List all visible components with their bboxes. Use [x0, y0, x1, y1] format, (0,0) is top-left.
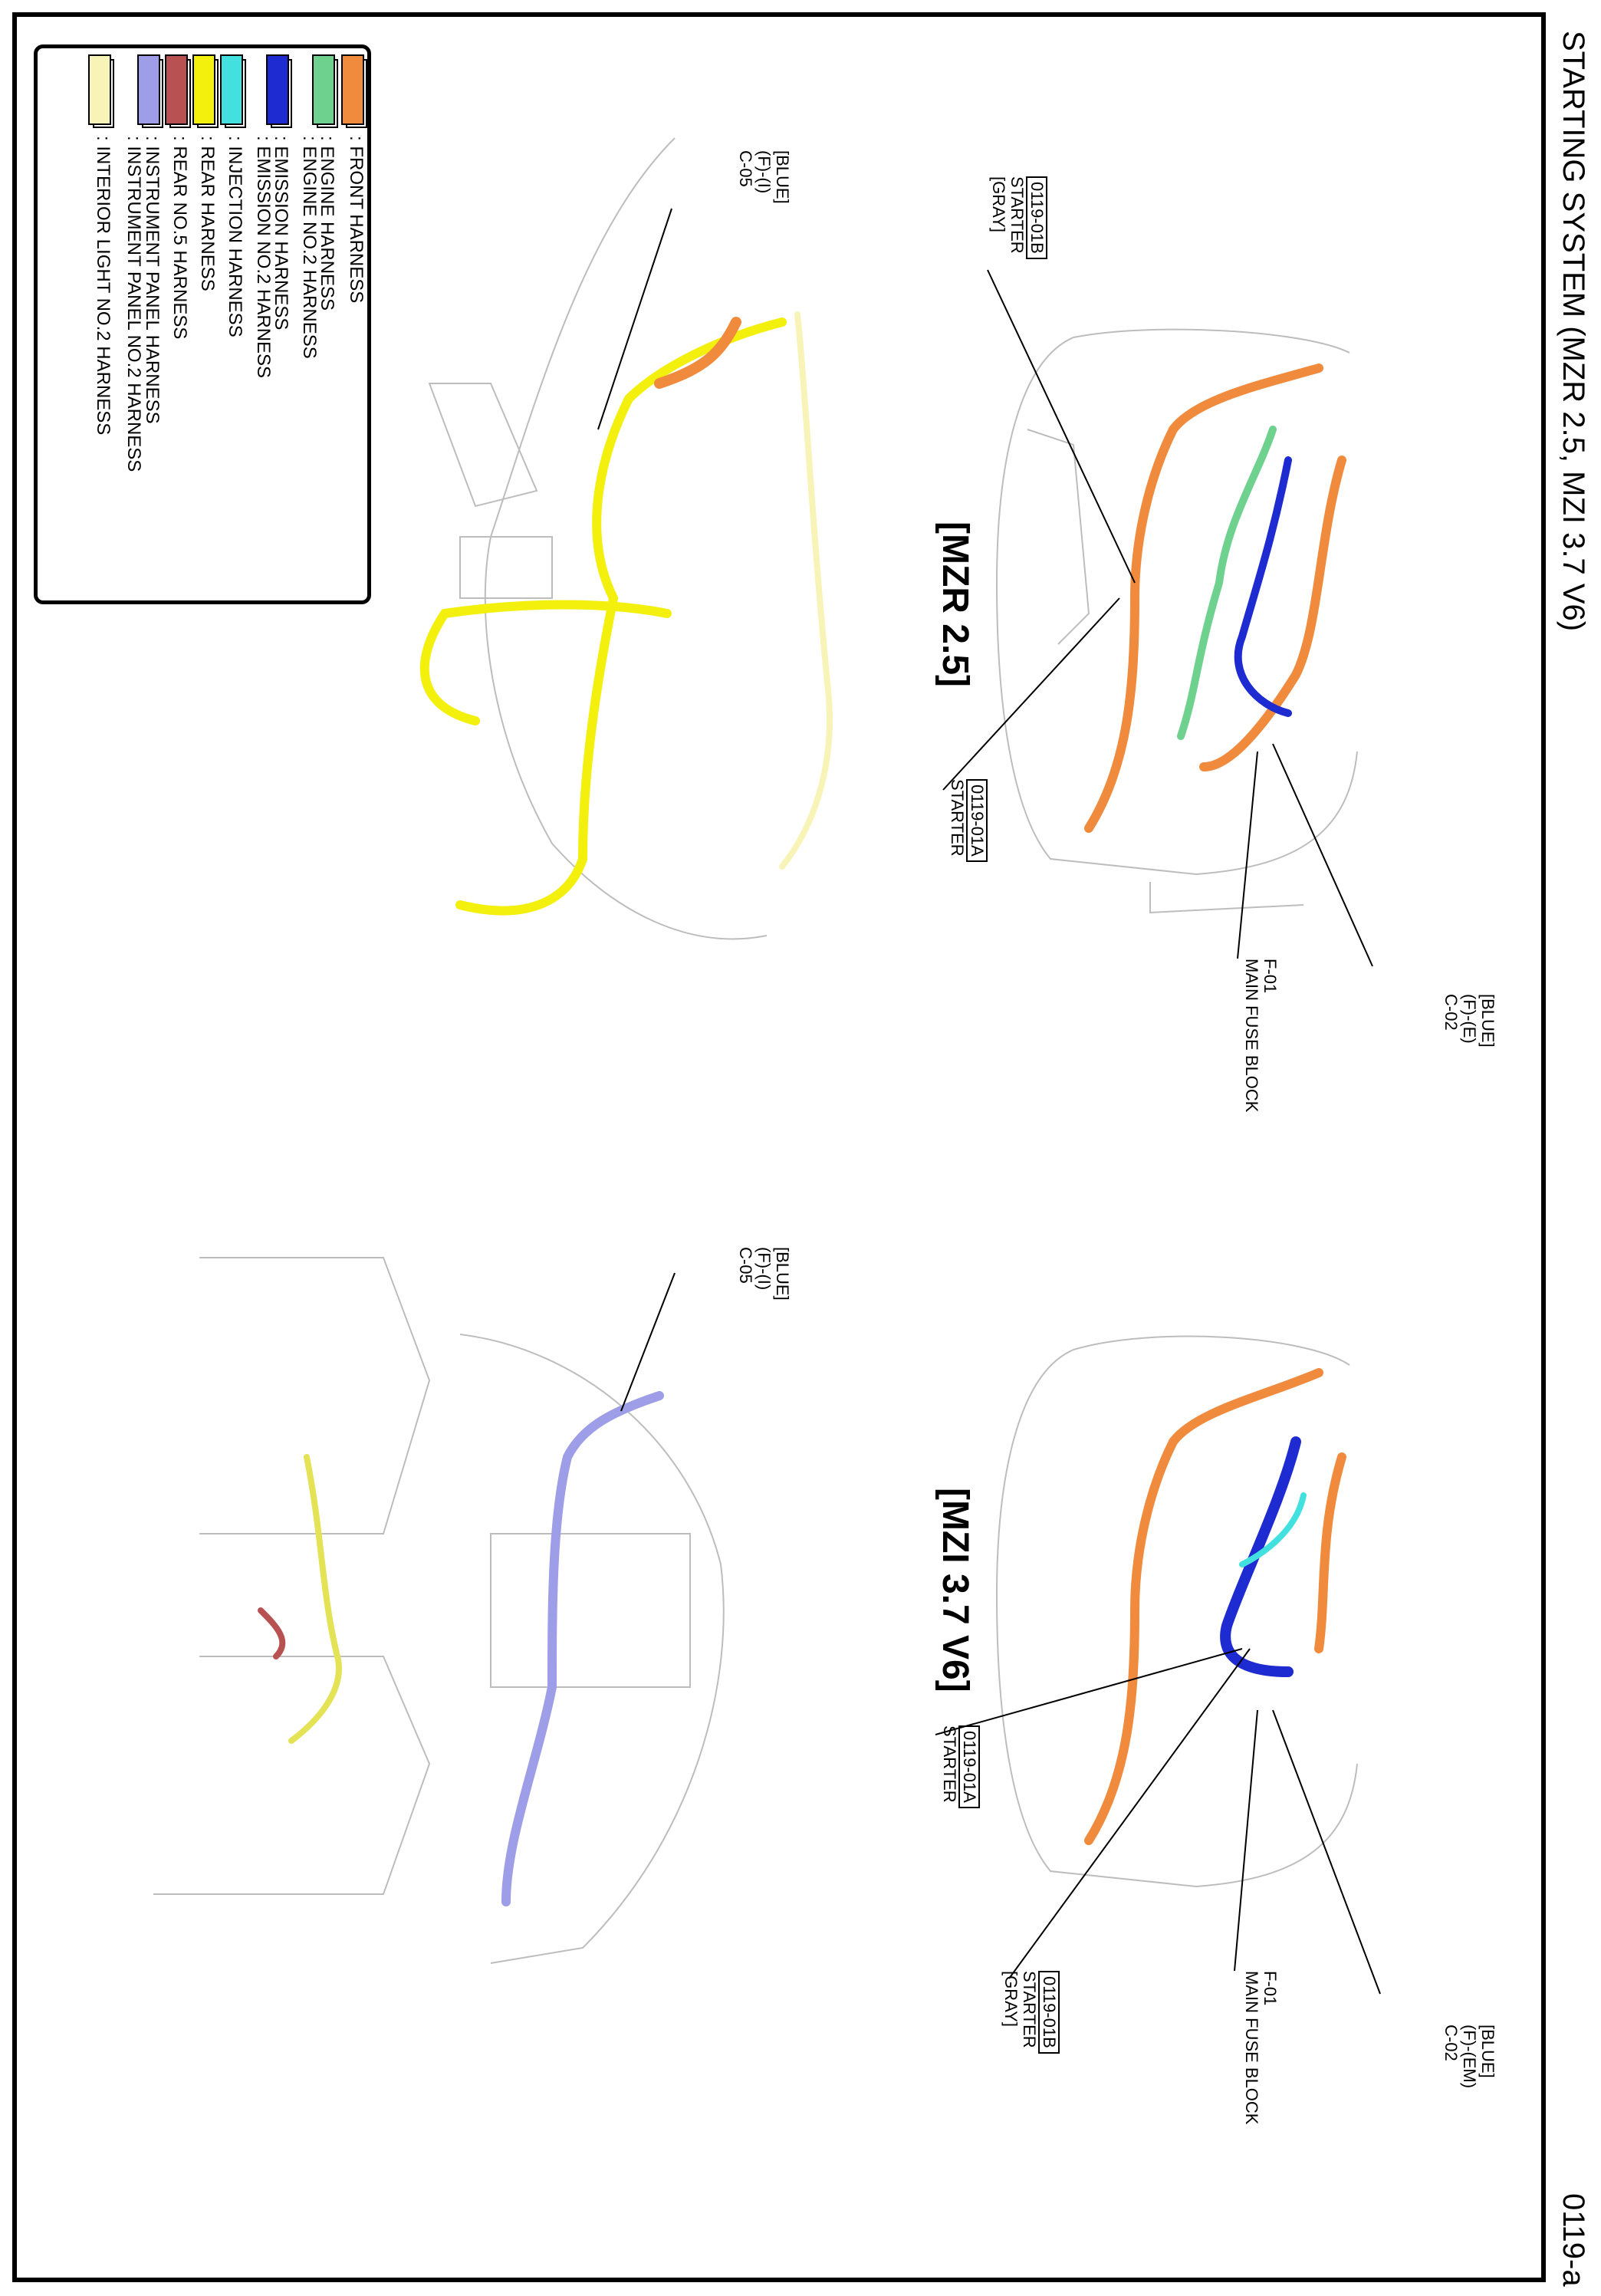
legend-label: : FRONT HARNESS — [346, 136, 367, 304]
legend-label: : REAR HARNESS — [197, 136, 218, 291]
mzr-front-harness — [1089, 368, 1319, 828]
legend-label: : INTERIOR LIGHT NO.2 HARNESS — [93, 136, 113, 436]
legend-label: : EMISSION NO.2 HARNESS — [253, 136, 274, 379]
callout-line: C-02 — [1442, 2025, 1461, 2061]
callout-line: [GRAY] — [989, 176, 1008, 232]
callout-line: (F)-(I) — [754, 1247, 774, 1291]
variant-heading-mzr: [MZR 2.5] — [935, 521, 975, 687]
callout-line: [BLUE] — [773, 1247, 792, 1301]
callout-mzi-starter-b — [1001, 1971, 1060, 2054]
callout-line: STARTER — [948, 779, 967, 857]
callout-mzr-f01 — [1242, 959, 1279, 1112]
variant-heading-mzi: [MZI 3.7 V6] — [935, 1488, 975, 1692]
callout-line: STARTER — [1020, 1971, 1039, 2048]
callout-mzr-c05 — [736, 150, 791, 204]
callout-line: STARTER — [940, 1725, 959, 1803]
callout-mzi-c05 — [736, 1247, 791, 1301]
legend-label: : REAR NO.5 HARNESS — [169, 136, 190, 340]
callout-line: [BLUE] — [773, 150, 792, 204]
callout-line: F-01 — [1261, 959, 1280, 994]
legend-label: : ENGINE HARNESS — [317, 136, 337, 311]
callout-line: [BLUE] — [1478, 2025, 1497, 2078]
legend-label: : INJECTION HARNESS — [225, 136, 245, 337]
callout-line: [GRAY] — [1001, 1971, 1021, 2027]
callout-line: C-05 — [736, 150, 755, 187]
callout-line: (F)-(E) — [1460, 994, 1479, 1044]
mzi-harness-group — [261, 1373, 1342, 1902]
mzr-rear-harness-2 — [425, 604, 667, 721]
callout-line: [BLUE] — [1478, 994, 1497, 1048]
callout-mzr-c02 — [1442, 994, 1497, 1048]
legend-label: : INSTRUMENT PANEL HARNESS — [142, 136, 163, 424]
callout-mzi-f01 — [1242, 1971, 1279, 2124]
callout-line: (F)-(I) — [754, 150, 774, 194]
page-title: STARTING SYSTEM (MZR 2.5, MZI 3.7 V6) — [1557, 31, 1590, 632]
callout-line: MAIN FUSE BLOCK — [1242, 1971, 1261, 2125]
connector-code: 0119-01B — [1026, 176, 1047, 259]
callout-line: MAIN FUSE BLOCK — [1242, 959, 1261, 1113]
mzr-front-harness-2 — [1204, 460, 1342, 767]
legend-label: : ENGINE NO.2 HARNESS — [299, 136, 320, 359]
mzr-rear-harness — [460, 322, 782, 911]
legend-label: : INSTRUMENT PANEL NO.2 HARNESS — [123, 136, 144, 472]
connector-code: 0119-01A — [958, 1725, 980, 1808]
callout-line: C-02 — [1442, 994, 1461, 1031]
connector-code: 0119-01A — [966, 779, 988, 862]
mzr-harness-group — [425, 314, 1342, 911]
callout-mzr-starter-b — [989, 176, 1047, 259]
legend-color-swatches — [89, 55, 363, 124]
mzr-interior-light-harness — [782, 314, 830, 867]
callout-line: C-05 — [736, 1247, 755, 1284]
connector-code: 0119-01B — [1038, 1971, 1060, 2054]
callout-mzi-c02 — [1442, 2025, 1497, 2088]
callout-line: (F)-(EM) — [1460, 2025, 1479, 2089]
callout-line: STARTER — [1008, 176, 1027, 254]
mzi-instrument-panel-harness — [506, 1396, 659, 1902]
mzi-rear-no5-harness — [261, 1610, 282, 1656]
mzi-rear-harness — [291, 1457, 339, 1741]
mzi-front-harness — [1089, 1373, 1319, 1840]
mzi-front-harness-2 — [1319, 1457, 1342, 1649]
callout-mzi-starter-a — [940, 1725, 980, 1808]
legend-label: : EMISSION HARNESS — [271, 136, 291, 331]
page-number: 0119-a — [1557, 2193, 1590, 2287]
callout-line: F-01 — [1261, 1971, 1280, 2006]
callout-mzr-starter-a — [948, 779, 988, 862]
